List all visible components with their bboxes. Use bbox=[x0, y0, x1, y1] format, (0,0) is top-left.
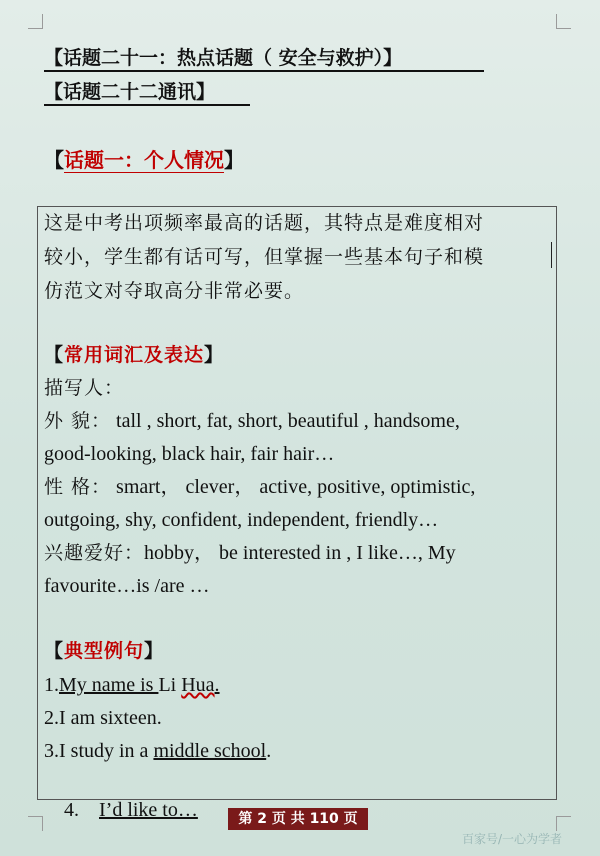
bracket-open: 【 bbox=[44, 148, 64, 172]
appearance-label: 外 貌： bbox=[44, 410, 112, 432]
character-line-2: outgoing, shy, confident, independent, friendly… bbox=[44, 509, 439, 531]
hobby-words-1: hobby， be interested in , I like…, My bbox=[144, 542, 456, 564]
page-number-footer: 第 2 页 共 110 页 bbox=[228, 808, 368, 830]
crop-mark-top-right bbox=[556, 14, 571, 29]
character-words-1: smart， clever， active, positive, optimistic, bbox=[111, 476, 476, 498]
sentence-number: 1. bbox=[44, 674, 59, 696]
crop-mark-bottom-right bbox=[556, 816, 571, 831]
examples-heading bbox=[44, 638, 164, 664]
bracket-open: 【 bbox=[44, 640, 65, 662]
sentence-1-part-d: . bbox=[214, 674, 220, 696]
vocab-heading-text: 常用词汇及表达 bbox=[64, 344, 205, 366]
appearance-line-2: good-looking, black hair, fair hair… bbox=[44, 443, 335, 465]
describe-person-label: 描写人： bbox=[44, 377, 125, 399]
heading-topic-21[interactable]: 【话题二十一：热点话题（ 安全与救护）】 bbox=[44, 46, 484, 72]
watermark: 百家号/一心为学者 bbox=[462, 832, 563, 846]
sentence-1-part-c: Hua bbox=[181, 674, 215, 696]
appearance-line-1 bbox=[44, 408, 460, 434]
character-label: 性 格： bbox=[44, 476, 112, 498]
sentence-3-part-b: middle school bbox=[153, 740, 267, 762]
crop-mark-top-left bbox=[28, 14, 43, 29]
intro-line-1: 这是中考出项频率最高的话题，其特点是难度相对 bbox=[44, 212, 485, 234]
example-sentence-4 bbox=[44, 771, 198, 849]
bracket-close: 】 bbox=[224, 148, 244, 172]
topic-1-title: 话题一：个人情况 bbox=[64, 148, 224, 172]
intro-line-3: 仿范文对夺取高分非常必要。 bbox=[44, 280, 305, 302]
example-sentence-1 bbox=[44, 672, 220, 698]
crop-mark-bottom-left bbox=[28, 816, 43, 831]
sentence-4-text: I’d like to… bbox=[99, 799, 198, 821]
examples-heading-text: 典型例句 bbox=[64, 640, 145, 662]
sentence-3-part-a: 3.I study in a bbox=[44, 740, 154, 762]
bracket-open: 【 bbox=[44, 344, 65, 366]
sentence-1-part-b: Li bbox=[158, 674, 182, 696]
bracket-close: 】 bbox=[204, 344, 225, 366]
sentence-1-part-a: My name is bbox=[59, 674, 159, 696]
hobby-line-1 bbox=[44, 540, 456, 566]
hobby-line-2: favourite…is /are … bbox=[44, 575, 210, 597]
character-line-1 bbox=[44, 474, 475, 500]
example-sentence-3 bbox=[44, 738, 271, 764]
heading-topic-22[interactable]: 【话题二十二通讯】 bbox=[44, 80, 250, 106]
text-cursor bbox=[551, 242, 552, 268]
sentence-3-part-c: . bbox=[266, 740, 272, 762]
vocab-heading bbox=[44, 342, 224, 368]
appearance-words-1: tall , short, fat, short, beautiful , handsome, bbox=[111, 410, 460, 432]
topic-1-heading bbox=[44, 144, 244, 173]
example-sentence-2: 2.I am sixteen. bbox=[44, 707, 162, 729]
hobby-label: 兴趣爱好： bbox=[44, 542, 145, 564]
intro-line-2: 较小，学生都有话可写，但掌握一些基本句子和模 bbox=[44, 246, 485, 268]
sentence-4-number: 4. bbox=[64, 799, 99, 821]
bracket-close: 】 bbox=[144, 640, 165, 662]
